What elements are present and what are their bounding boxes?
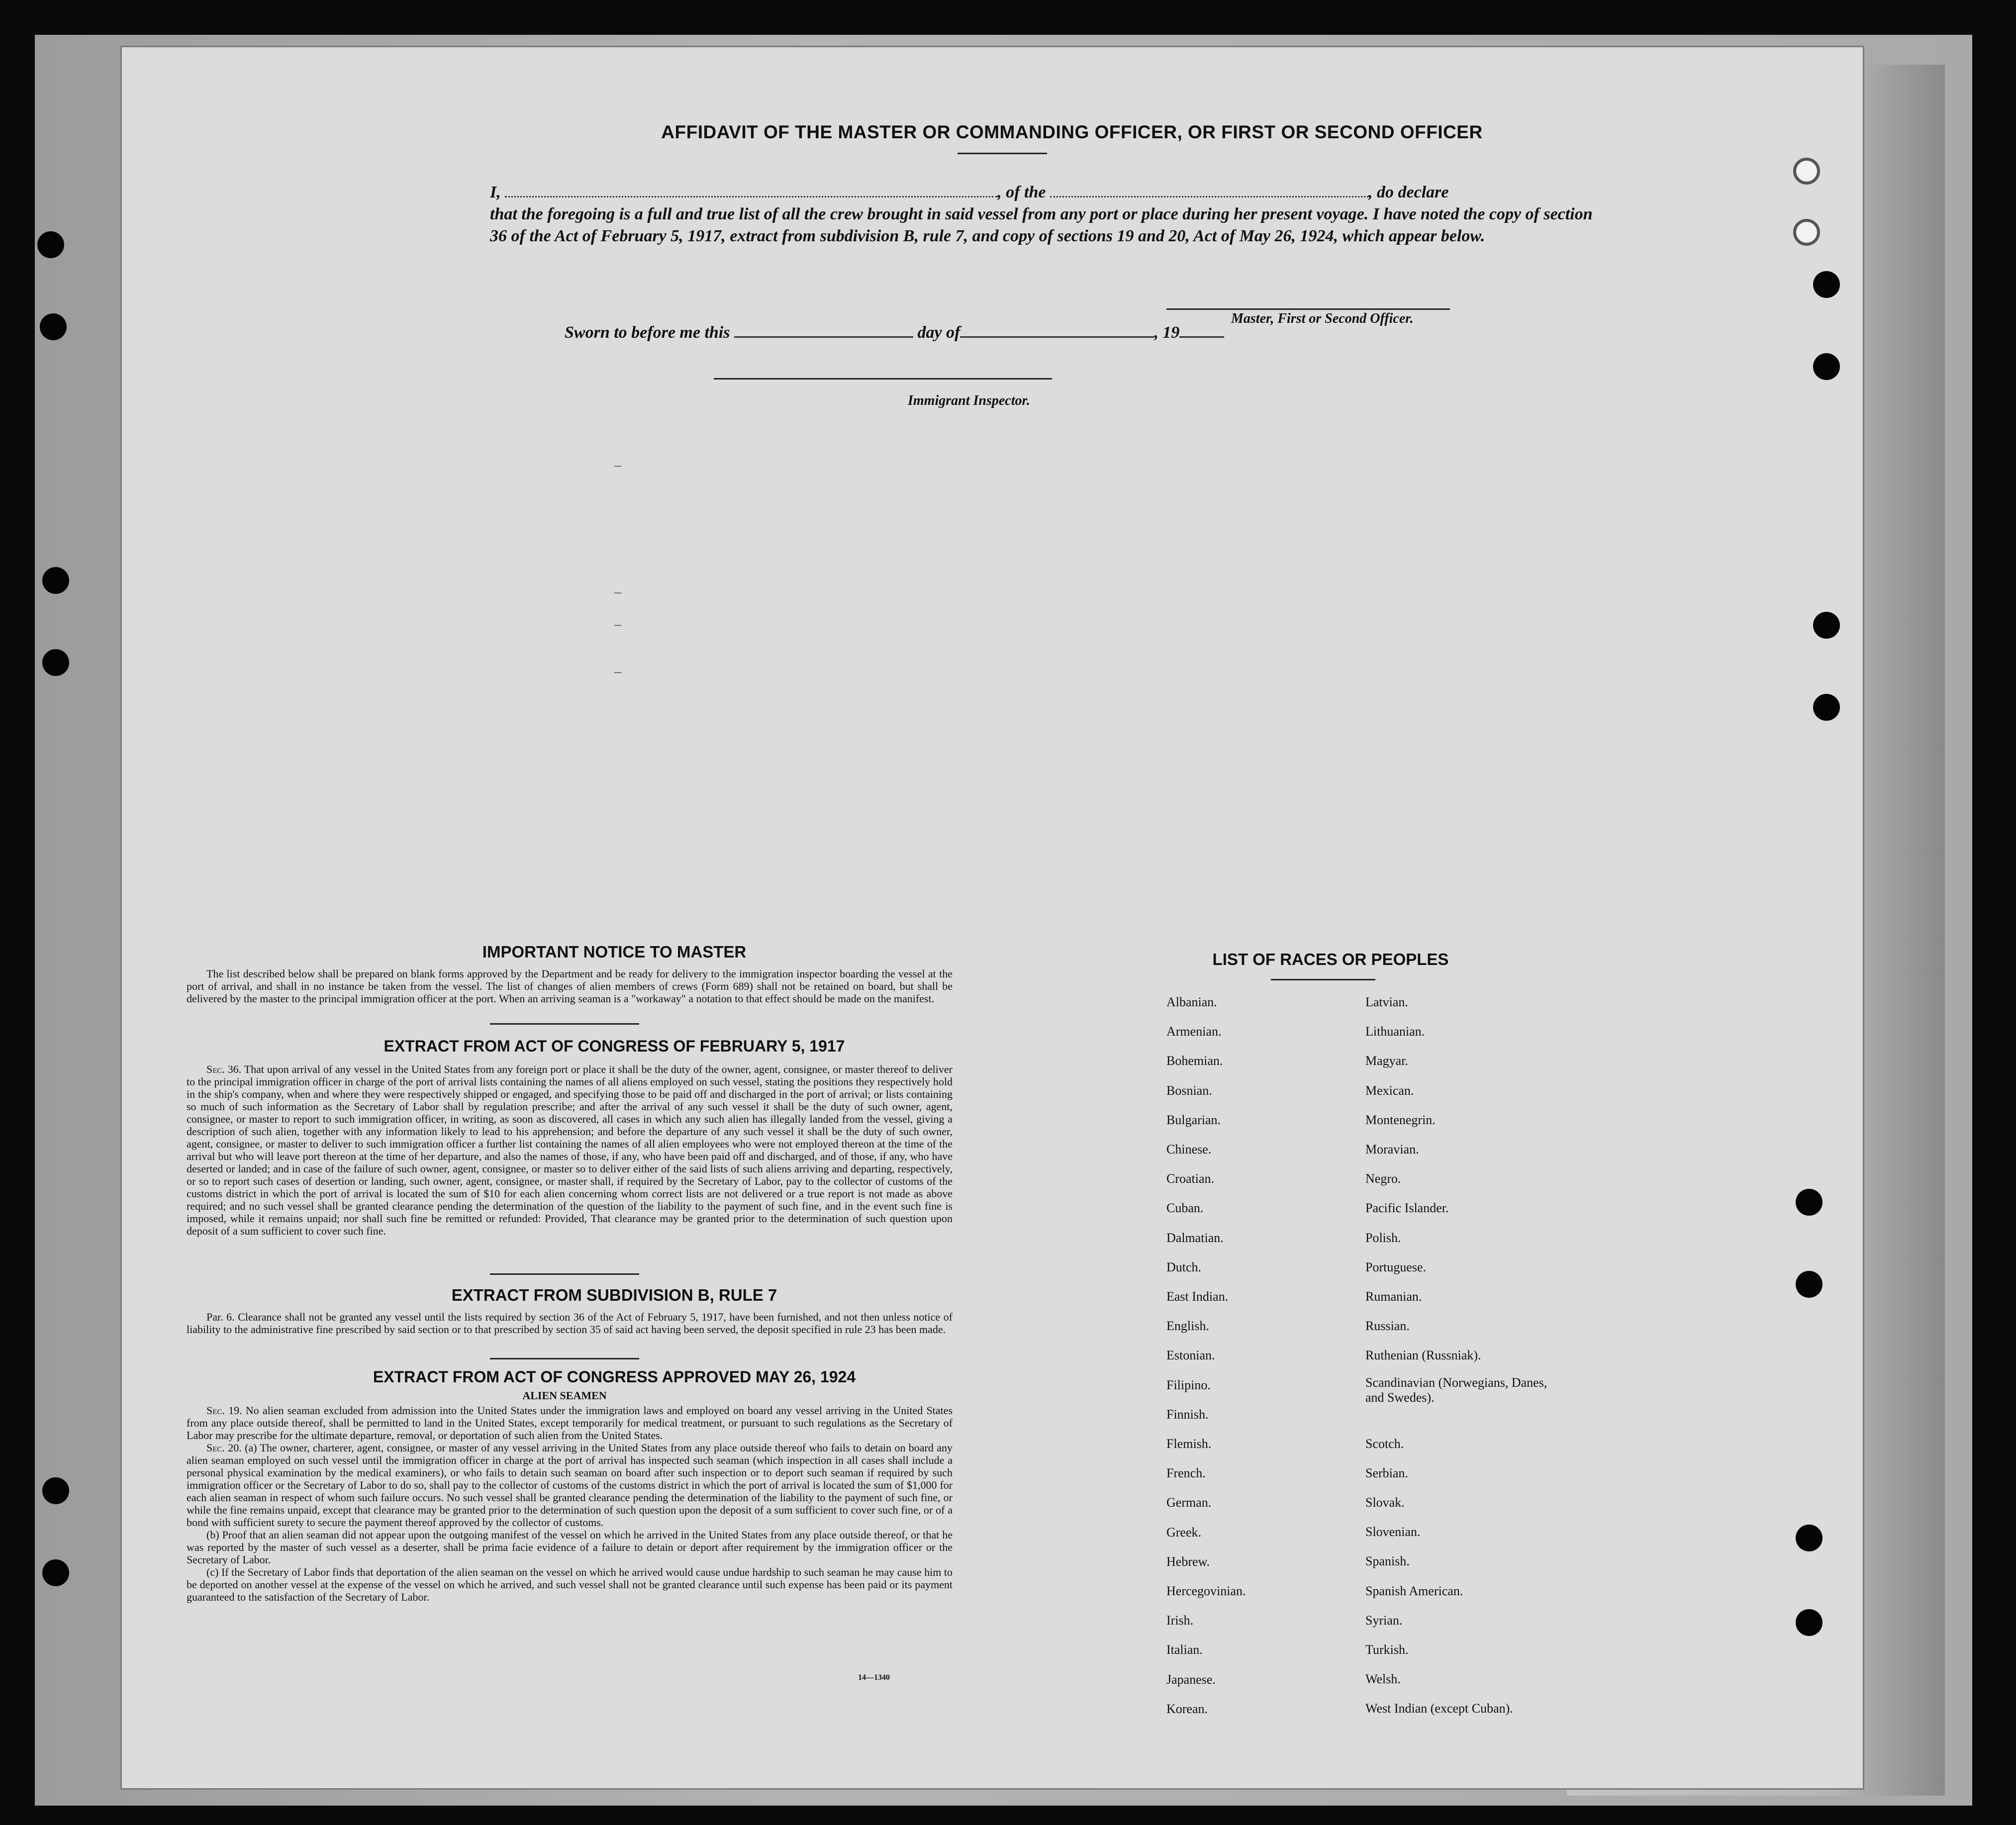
race-item: East Indian.: [1166, 1289, 1229, 1304]
races-title: LIST OF RACES OR PEOPLES: [1212, 950, 1449, 968]
race-item: Korean.: [1166, 1701, 1208, 1716]
sec-20a-text: (a) The owner, charterer, agent, consignee, or master of any vessel arriving in the United States from any place outside thereof who fails to detain on board any alien seaman employed on such vessel until the immigration officer in charge at the port of arrival has inspected such seaman (which inspection in all cases shall include a personal physical examination by the medical examiners), or who fails to detain such seaman on board after such inspection or to deport such seaman if required by such immigration officer or the Secretary of Labor to do so, shall pay to the collector of customs of the customs district in which the port of arrival is located the sum of $1,000 for each alien seaman in respect of whom such failure occurs. No such vessel shall be granted clearance pending the determination of the liability to the payment of such fine, or while the fine remains unpaid, except that clearance may be granted prior to the determination of such question upon the deposit of a sum sufficient to cover such fine, or of a bond with sufficient surety to secure the payment thereof approved by the collector of customs.: [187, 1441, 953, 1529]
punch-hole: [1813, 612, 1840, 639]
sec-20b-text: (b) Proof that an alien seaman did not appear upon the outgoing manifest of the vessel on which he arrived in the United States from any place outside thereof, or that he was reported by the master of such vessel as a deserter, shall be prima facie evidence of a failure to detain or deport after requirement by the immigration officer or the Secretary of Labor.: [187, 1529, 953, 1566]
race-item: Slovenian.: [1365, 1525, 1421, 1539]
day-of-label: day of: [917, 323, 960, 342]
sworn-year-blank[interactable]: [1179, 327, 1224, 338]
document-page: [122, 47, 1863, 1788]
punch-hole: [37, 231, 64, 258]
punch-hole-reinforced: [1793, 219, 1820, 246]
declaration-of-the: , of the: [997, 183, 1046, 201]
race-item: Slovak.: [1365, 1495, 1405, 1510]
show-through-mark: –: [614, 617, 621, 632]
race-item: Syrian.: [1365, 1613, 1403, 1628]
inspector-signature-line: [714, 378, 1052, 380]
race-item: Scotch.: [1365, 1436, 1404, 1451]
race-item: Flemish.: [1166, 1437, 1212, 1451]
race-item: Finnish.: [1166, 1407, 1209, 1422]
extract-1924-text: [187, 1404, 953, 1603]
race-item: Portuguese.: [1365, 1259, 1427, 1274]
sworn-line: [565, 323, 1224, 342]
notice-text: The list described below shall be prepared on blank forms approved by the Department and be ready for delivery to the immigration inspector boarding the vessel at the port of arrival, and shall in no instance be taken from the vessel. The list of changes of alien members of crews (Form 689) shall not be retained on board, but shall be delivered by the master to the principal immigration officer at the port. When an arriving seaman is a "workaway" a notation to that effect should be made on the manifest.: [187, 967, 953, 1005]
punch-hole: [1813, 353, 1840, 380]
sec-20-label: Sec. 20.: [206, 1441, 242, 1454]
master-signature-line: [1166, 308, 1450, 310]
race-item: Hercegovinian.: [1166, 1584, 1246, 1599]
race-item: Ruthenian (Russniak).: [1365, 1348, 1481, 1363]
race-item: Cuban.: [1166, 1201, 1204, 1216]
punch-hole: [1796, 1525, 1823, 1551]
race-item: Serbian.: [1365, 1465, 1408, 1480]
race-item: Chinese.: [1166, 1142, 1212, 1157]
master-signature-label: Master, First or Second Officer.: [1231, 311, 1414, 326]
declaration-start: I,: [490, 183, 501, 201]
race-item: Spanish.: [1365, 1554, 1410, 1569]
race-item: Russian.: [1365, 1319, 1410, 1334]
race-item: Bosnian.: [1166, 1083, 1212, 1098]
race-item: Polish.: [1365, 1230, 1401, 1245]
extract-1917-title: EXTRACT FROM ACT OF CONGRESS OF FEBRUARY 5, 1917: [384, 1037, 845, 1055]
alien-seamen-subtitle: ALIEN SEAMEN: [522, 1389, 607, 1402]
sec-19-paragraph: [187, 1404, 953, 1441]
affidavit-title: AFFIDAVIT OF THE MASTER OR COMMANDING OFFICER, OR FIRST OR SECOND OFFICER: [661, 122, 1483, 142]
extract-1924-title: EXTRACT FROM ACT OF CONGRESS APPROVED MAY 26, 1924: [373, 1368, 856, 1386]
sec-36-text: That upon arrival of any vessel in the United States from any foreign port or place it shall be the duty of the owner, agent, consignee, or master thereof to deliver to the principal immigration officer in charge of the port of arrival lists containing the names of all aliens employed on such vessel, stating the positions they respectively hold in the ship's company, when and where they were respectively shipped or engaged, and specifying those to be paid off and discharged in the port of arrival; or lists containing so much of such information as the Secretary of Labor shall by regulation prescribe; and after the arrival of any such vessel it shall be the duty of such owner, agent, consignee, or master to report to such immigration officer, in writing, as soon as discovered, all cases in which any such alien has illegally landed from the vessel, giving a description of such alien, together with any information likely to lead to his apprehension; and before the departure of any such vessel it shall be the duty of such owner, agent, consignee, or master to deliver to such immigration officer a further list containing the names of all alien employees who were not employed thereon at the time of the arrival but who will leave port thereon at the time of her departure, and also the names of those, if any, who have been paid off and discharged, and of those, if any, who have deserted or landed; and in case of the failure of such owner, agent, consignee, or master so to deliver either of the said lists of such aliens arriving and departing, respectively, or so to report such cases of desertion or landing, such owner, agent, consignee, or master shall, if required by the Secretary of Labor, pay to the collector of customs of the customs district in which the port of arrival is located the sum of $10 for each alien concerning whom correct lists are not delivered or a true report is not made as above required; and no such vessel shall be granted clearance pending the determination of the question of the liability to the payment of such fine, and in the event such fine is imposed, while it remains unpaid; nor shall such fine be remitted or refunded: Provided, That clearance may be granted prior to the determination of such question upon deposit of a sum sufficient to cover such fine.: [187, 1063, 953, 1237]
punch-hole: [1813, 271, 1840, 298]
race-item: Montenegrin.: [1365, 1112, 1436, 1127]
race-item: Pacific Islander.: [1365, 1201, 1449, 1216]
punch-hole: [42, 567, 69, 594]
races-left-column: [1166, 987, 1246, 1724]
race-item: Greek.: [1166, 1525, 1202, 1539]
inspector-signature-label: Immigrant Inspector.: [908, 393, 1030, 408]
section-divider: [490, 1273, 639, 1275]
race-item: Negro.: [1365, 1171, 1401, 1186]
title-underline: [958, 153, 1047, 154]
punch-hole: [1796, 1271, 1823, 1298]
race-item: Croatian.: [1166, 1171, 1215, 1186]
extract-1917-text: [187, 1063, 953, 1237]
punch-hole: [1813, 694, 1840, 721]
race-item: Bohemian.: [1166, 1054, 1223, 1068]
declaration-body: that the foregoing is a full and true list of all the crew brought in said vessel from any port or place during her present voyage. I have noted the copy of section 36 of the Act of February 5, 1917, extract from subdivision B, rule 7, and copy of sections 19 and 20, Act of May 26, 1924, which appear below.: [490, 205, 1593, 245]
race-item: French.: [1166, 1466, 1206, 1481]
sec-20c-text: (c) If the Secretary of Labor finds that deportation of the alien seaman on the vessel on which he arrived would cause undue hardship to such seaman he may cause him to be deported on another vessel at the expense of the vessel on which he arrived, and such vessel shall not be granted clearance until such expense has been paid or its payment guaranteed to the satisfaction of the Secretary of Labor.: [187, 1566, 953, 1603]
affidavit-declaration: [490, 182, 1634, 247]
subdivision-b-text: Par. 6. Clearance shall not be granted any vessel until the lists required by section 36 of the Act of February 5, 1917, have been furnished, and not then unless notice of liability to the administrative fine prescribed by said section or to that prescribed by section 35 of said act having been served, the deposit specified in rule 23 has been made.: [187, 1311, 953, 1336]
subdivision-b-title: EXTRACT FROM SUBDIVISION B, RULE 7: [451, 1286, 777, 1304]
race-item: Irish.: [1166, 1613, 1194, 1628]
declaration-line-1: [490, 182, 1634, 203]
punch-hole: [1796, 1189, 1823, 1216]
race-item: Latvian.: [1365, 995, 1408, 1009]
punch-hole-reinforced: [1793, 158, 1820, 185]
race-item: Albanian.: [1166, 995, 1217, 1009]
race-item: German.: [1166, 1495, 1212, 1510]
sec-19-text: No alien seaman excluded from admission into the United States under the immigration laws and employed on board any vessel arriving in the United States from any place outside thereof, shall be permitted to land in the United States, except temporarily for medical treatment, or pursuant to such regulations as the Secretary of Labor may prescribe for the ultimate departure, removal, or deportation of such alien from the United States.: [187, 1404, 953, 1441]
punch-hole: [42, 1559, 69, 1586]
section-divider: [490, 1358, 639, 1359]
race-item: Armenian.: [1166, 1024, 1222, 1039]
vessel-blank[interactable]: [1050, 187, 1368, 197]
race-item: Moravian.: [1365, 1142, 1419, 1157]
sworn-day-blank[interactable]: [734, 327, 913, 338]
race-item: Lithuanian.: [1365, 1024, 1425, 1039]
show-through-mark: –: [614, 584, 621, 600]
show-through-mark: –: [614, 458, 621, 473]
sworn-month-blank[interactable]: [960, 327, 1154, 338]
race-item: West Indian (except Cuban).: [1365, 1701, 1513, 1716]
year-prefix: , 19: [1154, 323, 1180, 342]
race-item: Scandinavian (Norwegians, Danes, and Swedes).: [1365, 1375, 1547, 1405]
race-item: Magyar.: [1365, 1054, 1408, 1068]
punch-hole: [42, 649, 69, 676]
race-item: Hebrew.: [1166, 1554, 1210, 1569]
section-divider: [490, 1023, 639, 1025]
races-title-underline: [1271, 979, 1375, 980]
punch-hole: [40, 313, 67, 340]
declaration-end: , do declare: [1368, 183, 1449, 201]
race-item: English.: [1166, 1319, 1209, 1334]
race-item: Turkish.: [1365, 1642, 1409, 1657]
notice-title: IMPORTANT NOTICE TO MASTER: [482, 943, 747, 961]
race-item: Estonian.: [1166, 1348, 1215, 1363]
race-item: Spanish American.: [1365, 1583, 1463, 1598]
sec-20a-paragraph: [187, 1441, 953, 1529]
form-number: 14—1340: [858, 1673, 890, 1682]
name-blank[interactable]: [505, 187, 997, 197]
race-item: Rumanian.: [1365, 1289, 1422, 1304]
race-item: Mexican.: [1365, 1083, 1414, 1098]
race-item: Japanese.: [1166, 1672, 1216, 1687]
race-item: Dalmatian.: [1166, 1230, 1224, 1245]
race-item: Welsh.: [1365, 1672, 1401, 1687]
punch-hole: [1796, 1609, 1823, 1636]
sec-36-label: Sec. 36.: [206, 1063, 242, 1075]
race-item: Dutch.: [1166, 1259, 1202, 1274]
sworn-text: Sworn to before me this: [565, 323, 730, 342]
punch-hole: [42, 1477, 69, 1504]
race-item: Italian.: [1166, 1642, 1203, 1657]
sec-19-label: Sec. 19.: [206, 1404, 242, 1417]
race-item: Bulgarian.: [1166, 1112, 1221, 1127]
show-through-mark: –: [614, 664, 621, 679]
race-item: Filipino.: [1166, 1377, 1211, 1392]
races-right-column: [1365, 987, 1559, 1724]
